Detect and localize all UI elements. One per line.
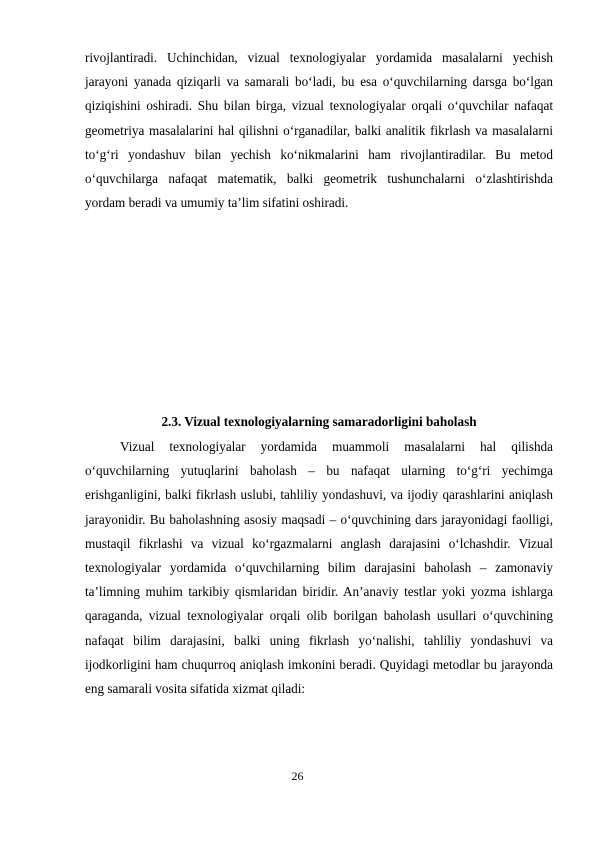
body-paragraph-continued: rivojlantiradi. Uchinchidan, vizual texnologiyalar yordamida masalalarni yechish jarayoni yanada qiziqarli va samarali bo‘ladi, bu esa o‘quvchilarning darsga bo‘lgan qiziqishini oshiradi. Shu bilan birga, vizual texnologiyalar orqali o‘quvchilar nafaqat geometriya masalalarini hal qilishni o‘rganadilar, balki analitik fikrlash va masalalarni to‘g‘ri yondashuv bilan yechish ko‘nikmalarini ham rivojlantiradilar. Bu metod o‘quvchilarga nafaqat matematik, balki geometrik tushunchalarni o‘zlashtirishda yordam beradi va umumiy ta’lim sifatini oshiradi. (85, 50, 553, 211)
section-heading: 2.3. Vizual texnologiyalarning samaradorligini baholash (161, 414, 477, 429)
page-number: 26 (291, 769, 304, 783)
body-paragraph-section-intro: Vizual texnologiyalar yordamida muammoli masalalarni hal qilishda o‘quvchilarning yutuqlarini baholash – bu nafaqat ularning to‘g‘ri yechimga erishganligini, balki fikrlash uslubi, tahliliy yondashuvi, va ijodiy qarashlarini aniqlash jarayonidir. Bu baholashning asosiy maqsadi – o‘quvchining dars jarayonidagi faolligi, mustaqil fikrlashi va vizual ko‘rgazmalarni anglash darajasini o‘lchashdir. Vizual texnologiyalar yordamida o‘quvchilarning bilim darajasini baholash – zamonaviy ta’limning muhim tarkibiy qismlaridan biridir. An’anaviy testlar yoki yozma ishlarga qaraganda, vizual texnologiyalar orqali olib borilgan baholash usullari o‘quvchining nafaqat bilim darajasini, balki uning fikrlash yo‘nalishi, tahliliy yondashuvi va ijodkorligini ham chuqurroq aniqlash imkonini beradi. Quyidagi metodlar bu jarayonda eng samarali vosita sifatida xizmat qiladi: (85, 439, 553, 697)
